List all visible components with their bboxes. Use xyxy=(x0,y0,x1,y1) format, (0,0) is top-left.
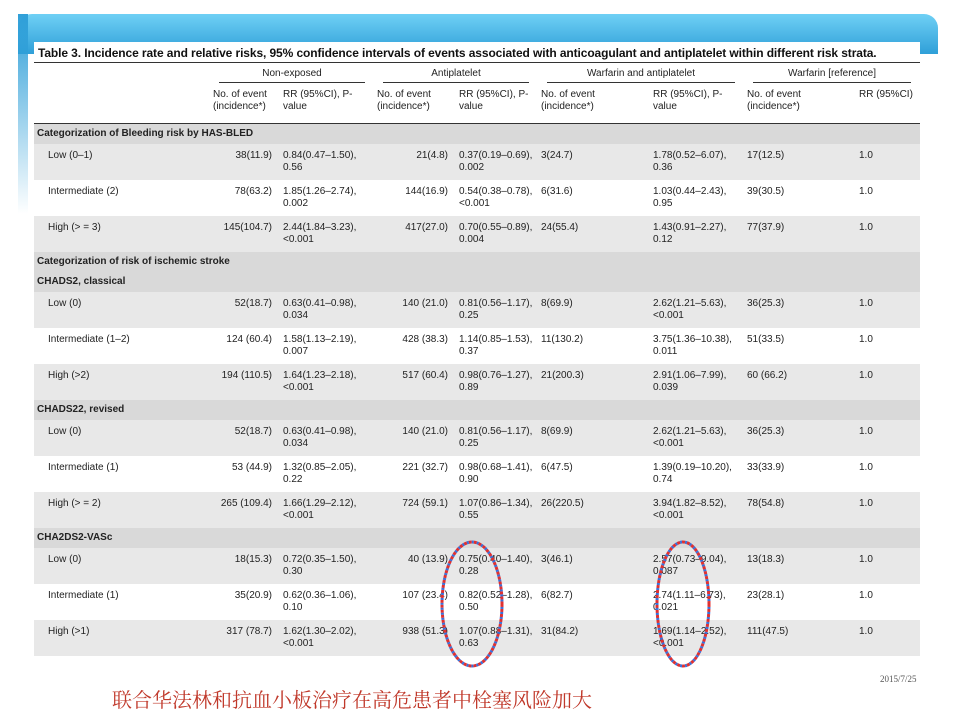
row-label: Intermediate (1–2) xyxy=(48,334,130,345)
section-label: CHA2DS2-VASc xyxy=(34,528,920,548)
table-cell: 1.39(0.19–10.20), 0.74 xyxy=(653,462,732,485)
table-cell: 0.63(0.41–0.98), 0.034 xyxy=(280,292,374,328)
column-header: No. of event (incidence*) xyxy=(538,87,650,124)
table-cell: 0.72(0.35–1.50), 0.30 xyxy=(280,548,374,584)
row-label: High (>1) xyxy=(34,620,210,656)
table-cell: 1.0 xyxy=(859,334,873,345)
table-cell: 33(33.9) xyxy=(747,462,785,473)
column-header: No. of event (incidence*) xyxy=(744,87,856,124)
table-cell: 2.57(0.73–9.04), 0.087 xyxy=(650,548,744,584)
table-cell: 1.58(1.13–2.19), 0.007 xyxy=(283,334,357,357)
row-label: High (> = 3) xyxy=(34,216,210,252)
section-label: CHADS2, classical xyxy=(34,272,920,292)
table-cell: 17(12.5) xyxy=(744,144,856,180)
table-cell: 428 (38.3) xyxy=(402,334,448,345)
section-label: Categorization of risk of ischemic stroke xyxy=(34,252,920,272)
row-label: Intermediate (1) xyxy=(48,462,119,473)
section-label: CHADS22, revised xyxy=(34,400,920,420)
table-cell: 2.74(1.11–6.73), 0.021 xyxy=(653,590,726,613)
slide-footer-title: 联合华法林和抗血小板治疗在高危患者中栓塞风险加大 xyxy=(112,688,592,712)
table-cell: 60 (66.2) xyxy=(744,364,856,400)
table-cell: 0.98(0.76–1.27), 0.89 xyxy=(456,364,538,400)
table-cell: 1.0 xyxy=(856,144,920,180)
table-cell: 0.81(0.56–1.17), 0.25 xyxy=(456,420,538,456)
table-cell: 145(104.7) xyxy=(210,216,280,252)
table-cell: 38(11.9) xyxy=(210,144,280,180)
table-cell: 78(54.8) xyxy=(744,492,856,528)
table-cell: 3.94(1.82–8.52), <0.001 xyxy=(650,492,744,528)
table-cell: 24(55.4) xyxy=(538,216,650,252)
table-cell: 1.07(0.86–1.34), 0.55 xyxy=(456,492,538,528)
table-cell: 3(46.1) xyxy=(538,548,650,584)
row-label: Intermediate (1) xyxy=(48,590,119,601)
row-label: Low (0–1) xyxy=(34,144,210,180)
table-cell: 1.66(1.29–2.12), <0.001 xyxy=(280,492,374,528)
table-cell: 1.43(0.91–2.27), 0.12 xyxy=(650,216,744,252)
table-cell: 107 (23.4) xyxy=(402,590,448,601)
column-header: RR (95%CI) xyxy=(856,87,920,124)
table-cell: 144(16.9) xyxy=(405,186,448,197)
table-cell: 140 (21.0) xyxy=(374,292,456,328)
table-cell: 517 (60.4) xyxy=(374,364,456,400)
table-cell: 2.62(1.21–5.63), <0.001 xyxy=(650,292,744,328)
table-cell: 23(28.1) xyxy=(747,590,785,601)
table-cell: 0.81(0.56–1.17), 0.25 xyxy=(456,292,538,328)
table-cell: 221 (32.7) xyxy=(402,462,448,473)
table-cell: 21(4.8) xyxy=(374,144,456,180)
table-cell: 52(18.7) xyxy=(210,420,280,456)
table-cell: 0.84(0.47–1.50), 0.56 xyxy=(280,144,374,180)
column-header: RR (95%CI), P-value xyxy=(456,87,538,124)
table-cell: 0.63(0.41–0.98), 0.034 xyxy=(280,420,374,456)
table-cell: 3.75(1.36–10.38), 0.011 xyxy=(653,334,732,357)
table-caption: Table 3. Incidence rate and relative risks, 95% confidence intervals of events associated with anticoagulant and antiplatelet within different risk strata. xyxy=(38,46,877,60)
table-cell: 51(33.5) xyxy=(747,334,785,345)
table-cell: 1.07(0.88–1.31), 0.63 xyxy=(456,620,538,656)
table-cell: 6(82.7) xyxy=(541,590,573,601)
table-cell: 18(15.3) xyxy=(210,548,280,584)
table-cell: 8(69.9) xyxy=(538,292,650,328)
column-header: No. of event (incidence*) xyxy=(374,87,456,124)
table-cell: 40 (13.9) xyxy=(374,548,456,584)
table-cell: 1.69(1.14–2.52), <0.001 xyxy=(650,620,744,656)
table-cell: 52(18.7) xyxy=(210,292,280,328)
column-header: RR (95%CI), P-value xyxy=(650,87,744,124)
table-cell: 1.0 xyxy=(856,216,920,252)
row-label: Intermediate (2) xyxy=(48,186,119,197)
table-cell: 6(31.6) xyxy=(541,186,573,197)
table-cell: 77(37.9) xyxy=(744,216,856,252)
table-cell: 111(47.5) xyxy=(744,620,856,656)
table-cell: 724 (59.1) xyxy=(374,492,456,528)
row-label: Low (0) xyxy=(34,292,210,328)
table-cell: 1.85(1.26–2.74), 0.002 xyxy=(283,186,357,209)
table-cell: 140 (21.0) xyxy=(374,420,456,456)
table-cell: 0.98(0.68–1.41), 0.90 xyxy=(459,462,533,485)
table-cell: 1.32(0.85–2.05), 0.22 xyxy=(283,462,357,485)
group-header: Warfarin [reference] xyxy=(744,63,920,88)
table-cell: 0.37(0.19–0.69), 0.002 xyxy=(456,144,538,180)
table-cell: 11(130.2) xyxy=(541,334,584,345)
column-header: No. of event (incidence*) xyxy=(210,87,280,124)
table-cell: 1.0 xyxy=(856,420,920,456)
table-cell: 1.62(1.30–2.02), <0.001 xyxy=(280,620,374,656)
table-cell: 36(25.3) xyxy=(744,292,856,328)
table-cell: 36(25.3) xyxy=(744,420,856,456)
table-cell: 26(220.5) xyxy=(538,492,650,528)
table-cell: 1.0 xyxy=(856,364,920,400)
table-cell: 1.14(0.85–1.53), 0.37 xyxy=(459,334,533,357)
table-cell: 417(27.0) xyxy=(374,216,456,252)
table-cell: 13(18.3) xyxy=(744,548,856,584)
table-cell: 2.62(1.21–5.63), <0.001 xyxy=(650,420,744,456)
table-cell: 2.91(1.06–7.99), 0.039 xyxy=(650,364,744,400)
table-cell: 265 (109.4) xyxy=(210,492,280,528)
table-cell: 0.75(0.40–1.40), 0.28 xyxy=(456,548,538,584)
section-label: Categorization of Bleeding risk by HAS-BLED xyxy=(34,124,920,145)
table-cell: 31(84.2) xyxy=(538,620,650,656)
table-cell: 6(47.5) xyxy=(541,462,573,473)
table-cell: 21(200.3) xyxy=(538,364,650,400)
table-cell: 39(30.5) xyxy=(747,186,785,197)
row-label: High (> = 2) xyxy=(34,492,210,528)
table-cell: 3(24.7) xyxy=(538,144,650,180)
table-cell: 1.78(0.52–6.07), 0.36 xyxy=(650,144,744,180)
group-header: Warfarin and antiplatelet xyxy=(538,63,744,88)
table-cell: 0.70(0.55–0.89), 0.004 xyxy=(456,216,538,252)
table-cell: 124 (60.4) xyxy=(226,334,272,345)
group-header: Non-exposed xyxy=(210,63,374,88)
table-cell: 317 (78.7) xyxy=(210,620,280,656)
table-cell: 194 (110.5) xyxy=(210,364,280,400)
table-cell: 0.62(0.36–1.06), 0.10 xyxy=(283,590,357,613)
table-cell: 938 (51.3) xyxy=(374,620,456,656)
table-cell: 35(20.9) xyxy=(234,590,272,601)
row-label: Low (0) xyxy=(34,548,210,584)
table-cell: 0.82(0.52–1.28), 0.50 xyxy=(459,590,533,613)
table-cell: 0.54(0.38–0.78), <0.001 xyxy=(459,186,533,209)
column-header: RR (95%CI), P-value xyxy=(280,87,374,124)
table-cell: 1.0 xyxy=(859,186,873,197)
group-header: Antiplatelet xyxy=(374,63,538,88)
row-label: Low (0) xyxy=(34,420,210,456)
table-cell: 1.64(1.23–2.18), <0.001 xyxy=(280,364,374,400)
table-cell: 1.0 xyxy=(856,292,920,328)
table-cell: 78(63.2) xyxy=(234,186,272,197)
table-cell: 8(69.9) xyxy=(538,420,650,456)
table-cell: 1.0 xyxy=(856,548,920,584)
table-cell: 1.0 xyxy=(859,462,873,473)
table-cell: 1.0 xyxy=(856,620,920,656)
table-cell: 1.0 xyxy=(859,590,873,601)
table-cell: 1.0 xyxy=(856,492,920,528)
table-cell: 1.03(0.44–2.43), 0.95 xyxy=(653,186,727,209)
table-cell: 2.44(1.84–3.23), <0.001 xyxy=(280,216,374,252)
table-cell: 53 (44.9) xyxy=(231,462,272,473)
slide-date: 2015/7/25 xyxy=(880,674,917,684)
row-label: High (>2) xyxy=(34,364,210,400)
